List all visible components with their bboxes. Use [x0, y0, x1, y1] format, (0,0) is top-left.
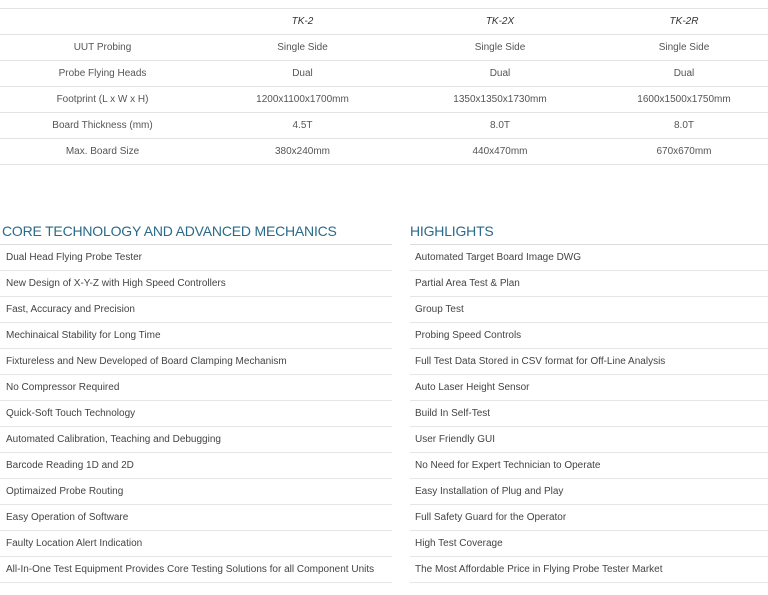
list-item: Optimaized Probe Routing	[0, 479, 392, 505]
list-item: Quick-Soft Touch Technology	[0, 401, 392, 427]
spec-row	[0, 139, 768, 165]
list-item: Full Test Data Stored in CSV format for Off-Line Analysis	[410, 349, 768, 375]
list-item: The Most Affordable Price in Flying Probe Tester Market	[410, 557, 768, 583]
spec-row-label: Probe Flying Heads	[0, 61, 205, 87]
list-item: Probing Speed Controls	[410, 323, 768, 349]
spec-row-label: Board Thickness (mm)	[0, 113, 205, 139]
highlights-title: HIGHLIGHTS	[410, 220, 768, 245]
spec-cell: Dual	[400, 61, 600, 87]
list-item: No Compressor Required	[0, 375, 392, 401]
list-item: Dual Head Flying Probe Tester	[0, 245, 392, 271]
list-item: High Test Coverage	[410, 531, 768, 557]
spec-cell: 8.0T	[400, 113, 600, 139]
list-item: All-In-One Test Equipment Provides Core Testing Solutions for all Component Units	[0, 557, 392, 583]
spec-row	[0, 35, 768, 61]
spec-row	[0, 61, 768, 87]
spec-row	[0, 113, 768, 139]
list-item: Fixtureless and New Developed of Board Clamping Mechanism	[0, 349, 392, 375]
spec-cell: 8.0T	[600, 113, 768, 139]
spec-cell: Dual	[205, 61, 400, 87]
core-technology-list	[0, 245, 392, 583]
list-item: Auto Laser Height Sensor	[410, 375, 768, 401]
spec-header-model: TK-2X	[400, 9, 600, 35]
highlights-list	[410, 245, 768, 583]
list-item: Faulty Location Alert Indication	[0, 531, 392, 557]
list-item: Automated Calibration, Teaching and Debugging	[0, 427, 392, 453]
spec-cell: Single Side	[205, 35, 400, 61]
core-technology-section	[0, 220, 392, 583]
list-item: Mechinaical Stability for Long Time	[0, 323, 392, 349]
core-technology-title: CORE TECHNOLOGY AND ADVANCED MECHANICS	[0, 220, 392, 245]
spec-cell: 1350x1350x1730mm	[400, 87, 600, 113]
spec-row-label: UUT Probing	[0, 35, 205, 61]
list-item: No Need for Expert Technician to Operate	[410, 453, 768, 479]
spec-header-empty	[0, 9, 205, 35]
spec-row-label: Footprint (L x W x H)	[0, 87, 205, 113]
spec-cell: 4.5T	[205, 113, 400, 139]
highlights-section	[410, 220, 768, 583]
list-item: Full Safety Guard for the Operator	[410, 505, 768, 531]
spec-header-row	[0, 9, 768, 35]
list-item: Build In Self-Test	[410, 401, 768, 427]
list-item: Easy Operation of Software	[0, 505, 392, 531]
list-item: Easy Installation of Plug and Play	[410, 479, 768, 505]
spec-cell: 670x670mm	[600, 139, 768, 165]
list-item: Partial Area Test & Plan	[410, 271, 768, 297]
list-item: Automated Target Board Image DWG	[410, 245, 768, 271]
spec-table	[0, 8, 768, 165]
spec-cell: Single Side	[400, 35, 600, 61]
list-item: Group Test	[410, 297, 768, 323]
spec-cell: Dual	[600, 61, 768, 87]
spec-row-label: Max. Board Size	[0, 139, 205, 165]
spec-cell: Single Side	[600, 35, 768, 61]
list-item: Barcode Reading 1D and 2D	[0, 453, 392, 479]
list-item: User Friendly GUI	[410, 427, 768, 453]
spec-row	[0, 87, 768, 113]
list-item: New Design of X-Y-Z with High Speed Controllers	[0, 271, 392, 297]
spec-header-model: TK-2	[205, 9, 400, 35]
spec-cell: 380x240mm	[205, 139, 400, 165]
spec-cell: 440x470mm	[400, 139, 600, 165]
spec-cell: 1200x1100x1700mm	[205, 87, 400, 113]
spec-header-model: TK-2R	[600, 9, 768, 35]
list-item: Fast, Accuracy and Precision	[0, 297, 392, 323]
spec-cell: 1600x1500x1750mm	[600, 87, 768, 113]
